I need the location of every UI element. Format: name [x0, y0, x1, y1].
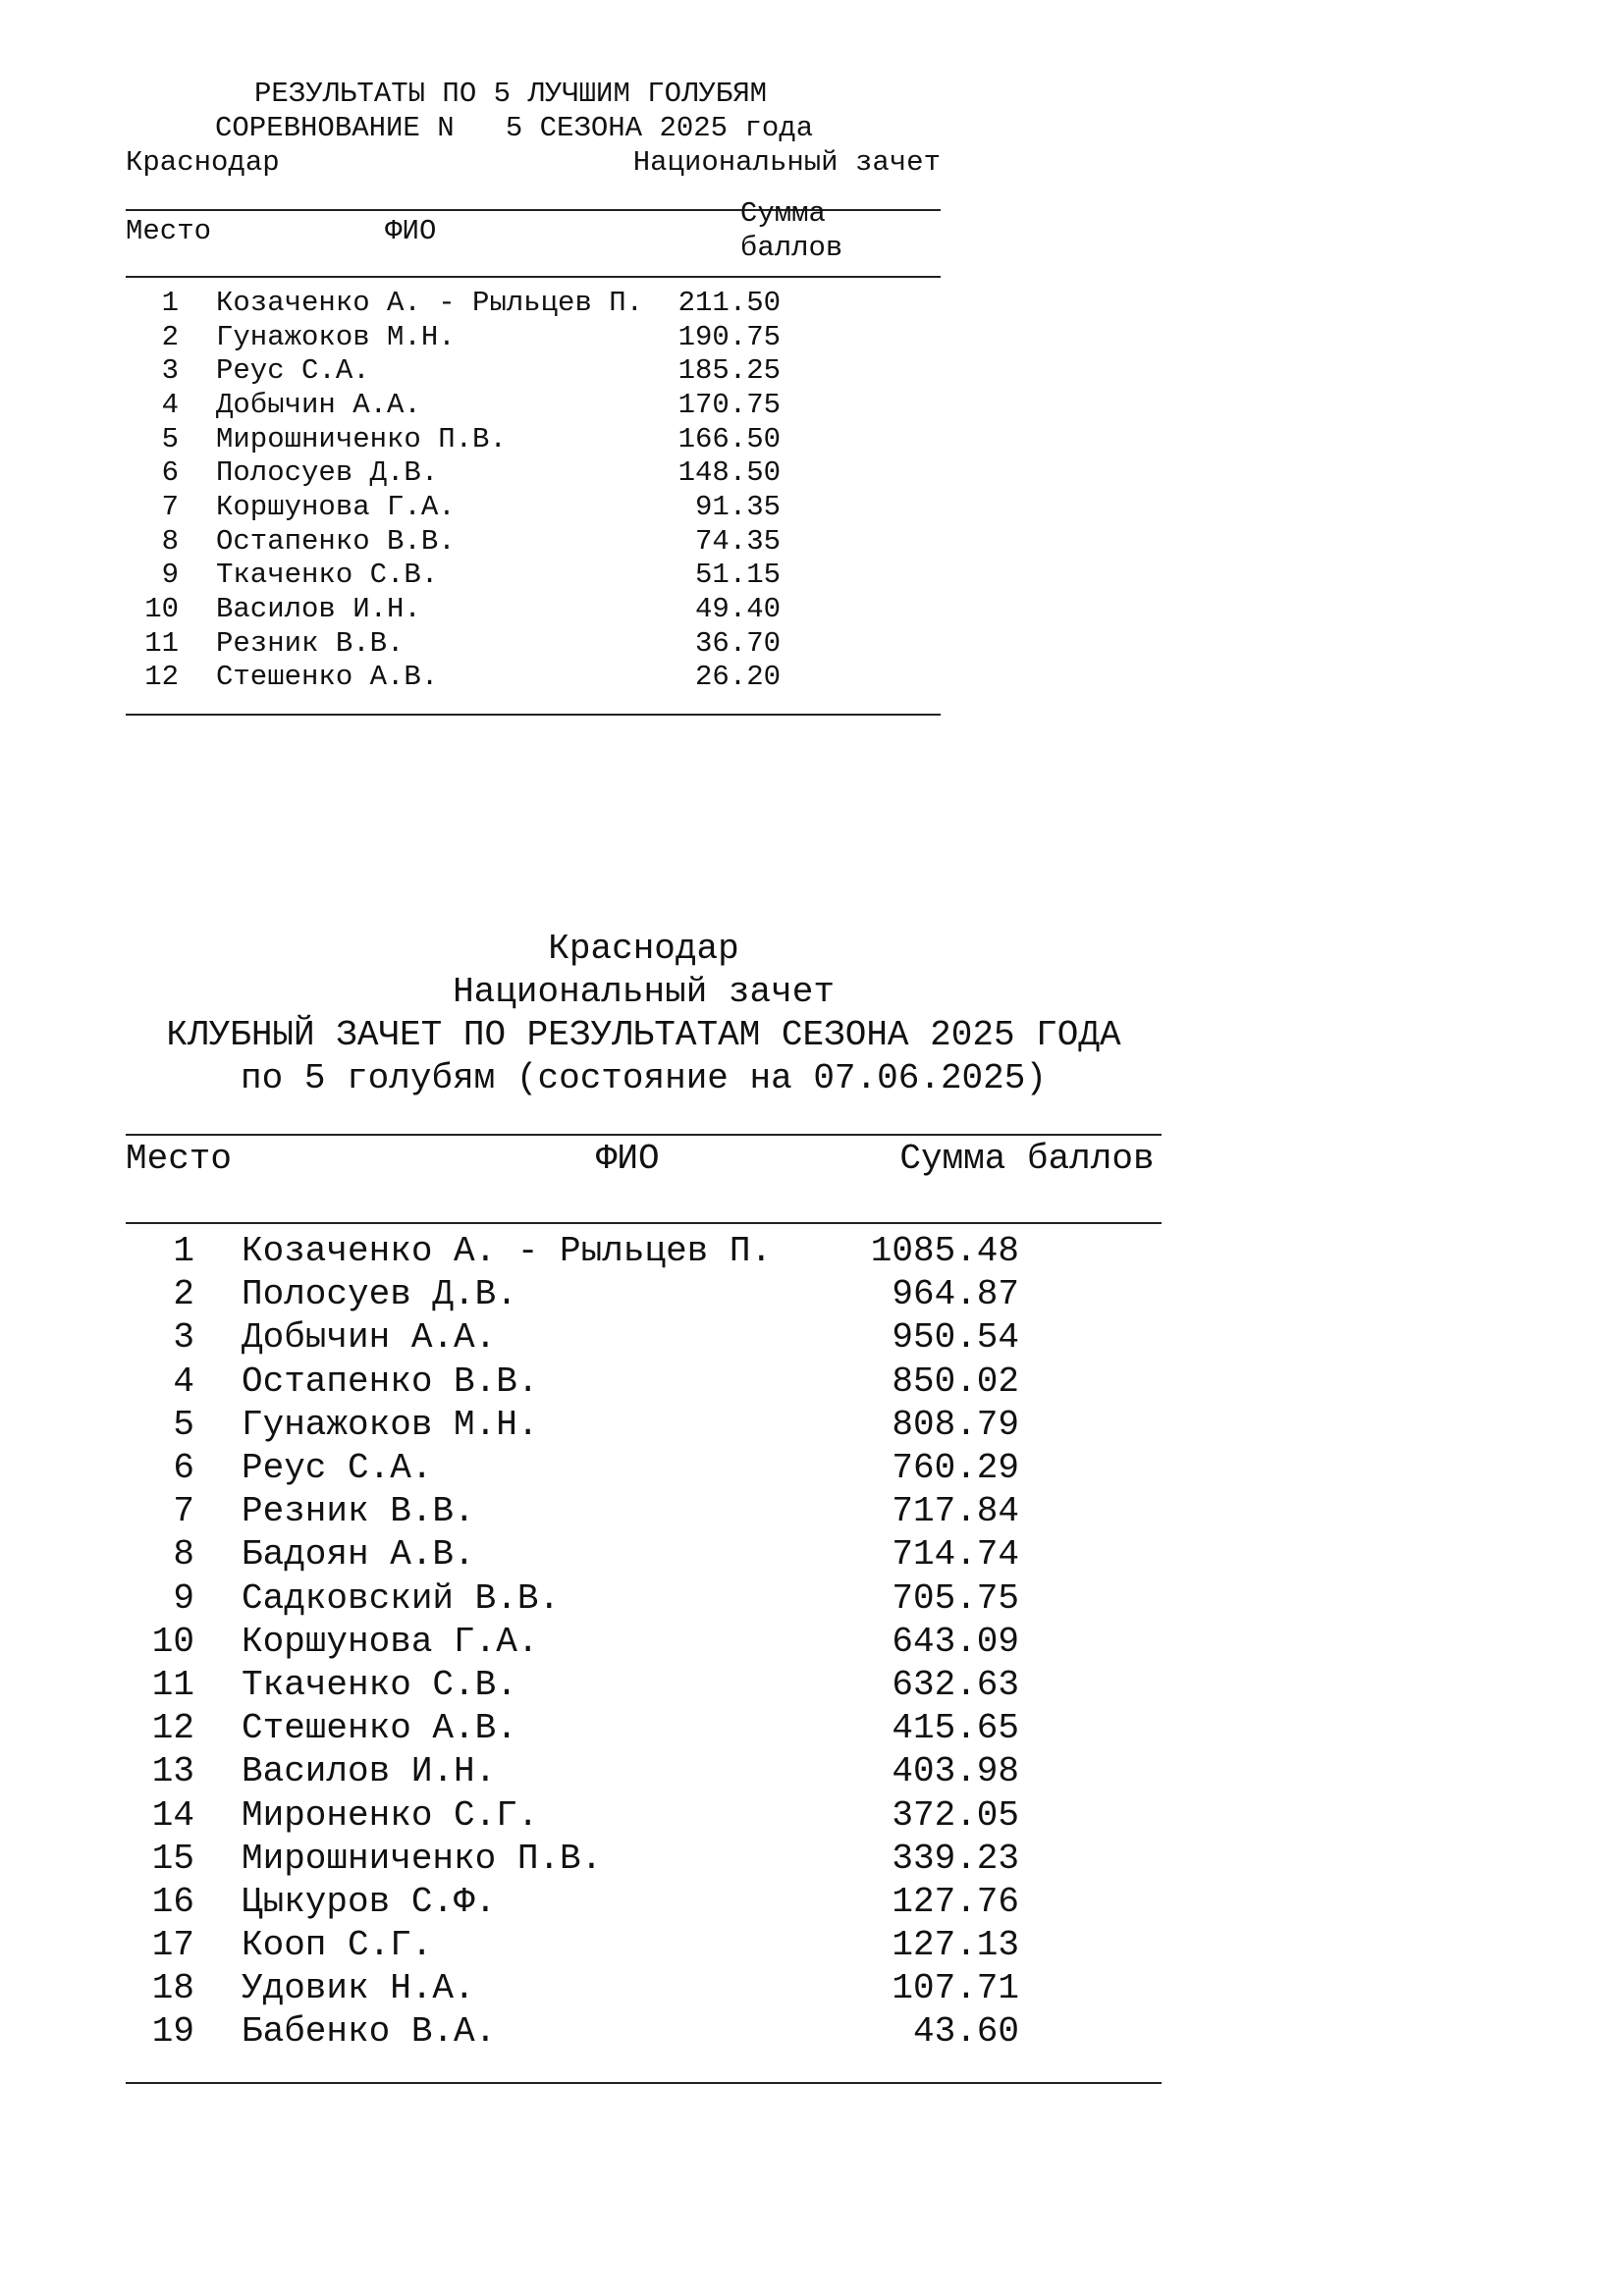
report-title: РЕЗУЛЬТАТЫ ПО 5 ЛУЧШИМ ГОЛУБЯМ: [254, 78, 768, 110]
score-cell: 632.63: [892, 1664, 1019, 1705]
results-table: [126, 278, 941, 694]
place-cell: 4: [161, 388, 179, 421]
name-cell: Козаченко А. - Рыльцев П.: [216, 286, 644, 319]
table-row: [126, 1361, 1162, 1404]
table-row: [126, 1967, 1162, 2010]
place-cell: 11: [144, 626, 179, 660]
name-cell: Мирошниченко П.В.: [242, 1838, 603, 1879]
score-cell: 51.15: [694, 559, 781, 592]
name-cell: Полосуев Д.В.: [242, 1274, 517, 1315]
table-row: [126, 422, 941, 456]
name-cell: Гунажоков М.Н.: [216, 320, 456, 353]
table-row: [126, 320, 941, 354]
name-cell: Коршунова Г.А.: [216, 490, 456, 523]
name-cell: Резник В.В.: [216, 626, 405, 660]
table-row: [126, 1273, 1162, 1316]
place-cell: 1: [173, 1231, 194, 1272]
score-cell: 74.35: [694, 524, 781, 558]
score-cell: 705.75: [892, 1577, 1019, 1619]
place-cell: 9: [173, 1577, 194, 1619]
name-cell: Удовик Н.А.: [242, 1968, 475, 2009]
place-cell: 12: [144, 661, 179, 694]
table-row: [126, 592, 941, 626]
score-cell: 91.35: [694, 490, 781, 523]
table-row: [126, 490, 941, 524]
place-cell: 18: [151, 1968, 194, 2009]
top-five-pigeons-report: [126, 77, 941, 716]
score-cell: 760.29: [892, 1448, 1019, 1489]
header-place: Место: [126, 214, 212, 247]
place-cell: 16: [151, 1881, 194, 1922]
table-row: [126, 1490, 1162, 1533]
city-title: Краснодар: [548, 929, 739, 969]
place-cell: 19: [151, 2011, 194, 2053]
place-cell: 6: [161, 456, 179, 490]
name-cell: Полосуев Д.В.: [216, 456, 439, 490]
score-cell: 170.75: [677, 388, 781, 421]
report-subheader: [126, 145, 941, 180]
divider: [126, 1183, 1162, 1224]
header-name: ФИО: [595, 1139, 660, 1179]
header-score: Сумма баллов: [899, 1139, 1155, 1179]
place-cell: 13: [151, 1751, 194, 1792]
name-cell: Реус С.А.: [216, 354, 370, 388]
table-header: [126, 197, 941, 264]
table-row: [126, 286, 941, 320]
score-cell: 43.60: [912, 2011, 1019, 2053]
header-score: Сумма баллов: [739, 197, 843, 264]
divider: [126, 1100, 1162, 1136]
score-cell: 190.75: [677, 320, 781, 353]
score-cell: 107.71: [892, 1968, 1019, 2009]
table-row: [126, 524, 941, 559]
competition-title: СОРЕВНОВАНИЕ N 5 СЕЗОНА 2025 года: [215, 112, 814, 144]
place-cell: 1: [161, 286, 179, 319]
table-row: [126, 559, 941, 593]
name-cell: Ткаченко С.В.: [216, 559, 439, 592]
header-name: ФИО: [385, 214, 437, 247]
score-cell: 372.05: [892, 1794, 1019, 1836]
table-row: [126, 1664, 1162, 1707]
name-cell: Мироненко С.Г.: [242, 1794, 539, 1836]
name-cell: Добычин А.А.: [242, 1317, 497, 1359]
name-cell: Реус С.А.: [242, 1448, 433, 1489]
score-cell: 950.54: [892, 1317, 1019, 1359]
score-cell: 127.13: [892, 1925, 1019, 1966]
name-cell: Садковский В.В.: [242, 1577, 561, 1619]
score-cell: 148.50: [677, 456, 781, 490]
table-row: [126, 353, 941, 388]
table-row: [126, 1881, 1162, 1924]
score-cell: 339.23: [892, 1838, 1019, 1879]
place-cell: 17: [151, 1925, 194, 1966]
score-cell: 643.09: [892, 1621, 1019, 1662]
name-cell: Стешенко А.В.: [242, 1708, 517, 1749]
table-row: [126, 1577, 1162, 1621]
table-row: [126, 1621, 1162, 1664]
score-cell: 714.74: [892, 1534, 1019, 1575]
name-cell: Резник В.В.: [242, 1491, 475, 1532]
score-cell: 211.50: [677, 286, 781, 319]
score-cell: 850.02: [892, 1361, 1019, 1402]
place-cell: 5: [173, 1404, 194, 1445]
name-cell: Остапенко В.В.: [242, 1361, 539, 1402]
category-label: Национальный зачет: [632, 146, 941, 179]
table-row: [126, 1447, 1162, 1490]
place-cell: 14: [151, 1794, 194, 1836]
table-row: [126, 1793, 1162, 1837]
name-cell: Бабенко В.А.: [242, 2011, 497, 2053]
place-cell: 15: [151, 1838, 194, 1879]
table-row: [126, 1838, 1162, 1881]
table-row: [126, 1533, 1162, 1576]
name-cell: Цыкуров С.Ф.: [242, 1881, 497, 1922]
place-cell: 3: [161, 354, 179, 388]
score-cell: 964.87: [892, 1274, 1019, 1315]
name-cell: Ткаченко С.В.: [242, 1664, 517, 1705]
score-cell: 808.79: [892, 1404, 1019, 1445]
score-cell: 403.98: [892, 1751, 1019, 1792]
name-cell: Кооп С.Г.: [242, 1925, 433, 1966]
place-cell: 8: [161, 524, 179, 558]
place-cell: 6: [173, 1448, 194, 1489]
score-cell: 415.65: [892, 1708, 1019, 1749]
place-cell: 4: [173, 1361, 194, 1402]
category-title: Национальный зачет: [453, 972, 835, 1012]
score-cell: 166.50: [677, 422, 781, 455]
table-row: [126, 1707, 1162, 1750]
table-row: [126, 388, 941, 422]
name-cell: Гунажоков М.Н.: [242, 1404, 539, 1445]
place-cell: 9: [161, 559, 179, 592]
name-cell: Мирошниченко П.В.: [216, 422, 507, 455]
score-cell: 36.70: [694, 626, 781, 660]
place-cell: 2: [161, 320, 179, 353]
name-cell: Козаченко А. - Рыльцев П.: [242, 1231, 773, 1272]
table-row: [126, 1316, 1162, 1360]
score-cell: 127.76: [892, 1881, 1019, 1922]
place-cell: 10: [144, 593, 179, 626]
standings-title: КЛУБНЫЙ ЗАЧЕТ ПО РЕЗУЛЬТАТАМ СЕЗОНА 2025 ГОДА: [166, 1015, 1121, 1055]
name-cell: Коршунова Г.А.: [242, 1621, 539, 1662]
score-cell: 26.20: [694, 661, 781, 694]
club-standings-report: [126, 928, 1162, 2084]
table-row: [126, 1750, 1162, 1793]
table-row: [126, 661, 941, 695]
score-cell: 717.84: [892, 1491, 1019, 1532]
table-row: [126, 626, 941, 661]
table-row: [126, 1924, 1162, 1967]
place-cell: 2: [173, 1274, 194, 1315]
city-label: Краснодар: [126, 146, 280, 179]
table-row: [126, 1230, 1162, 1273]
table-header: [126, 1136, 1162, 1183]
table-row: [126, 2010, 1162, 2054]
place-cell: 7: [161, 490, 179, 523]
standings-table: [126, 1224, 1162, 2055]
name-cell: Василов И.Н.: [216, 593, 421, 626]
place-cell: 11: [151, 1664, 194, 1705]
name-cell: Бадоян А.В.: [242, 1534, 475, 1575]
name-cell: Стешенко А.В.: [216, 661, 439, 694]
table-row: [126, 455, 941, 490]
divider: [126, 694, 941, 716]
standings-subtitle: по 5 голубям (состояние на 07.06.2025): [241, 1058, 1047, 1098]
name-cell: Добычин А.А.: [216, 388, 421, 421]
name-cell: Остапенко В.В.: [216, 524, 456, 558]
place-cell: 10: [151, 1621, 194, 1662]
place-cell: 5: [161, 422, 179, 455]
score-cell: 185.25: [677, 354, 781, 388]
score-cell: 49.40: [694, 593, 781, 626]
place-cell: 3: [173, 1317, 194, 1359]
header-place: Место: [126, 1139, 233, 1179]
place-cell: 12: [151, 1708, 194, 1749]
place-cell: 7: [173, 1491, 194, 1532]
place-cell: 8: [173, 1534, 194, 1575]
divider: [126, 2055, 1162, 2084]
table-row: [126, 1404, 1162, 1447]
name-cell: Василов И.Н.: [242, 1751, 497, 1792]
score-cell: 1085.48: [870, 1231, 1019, 1272]
